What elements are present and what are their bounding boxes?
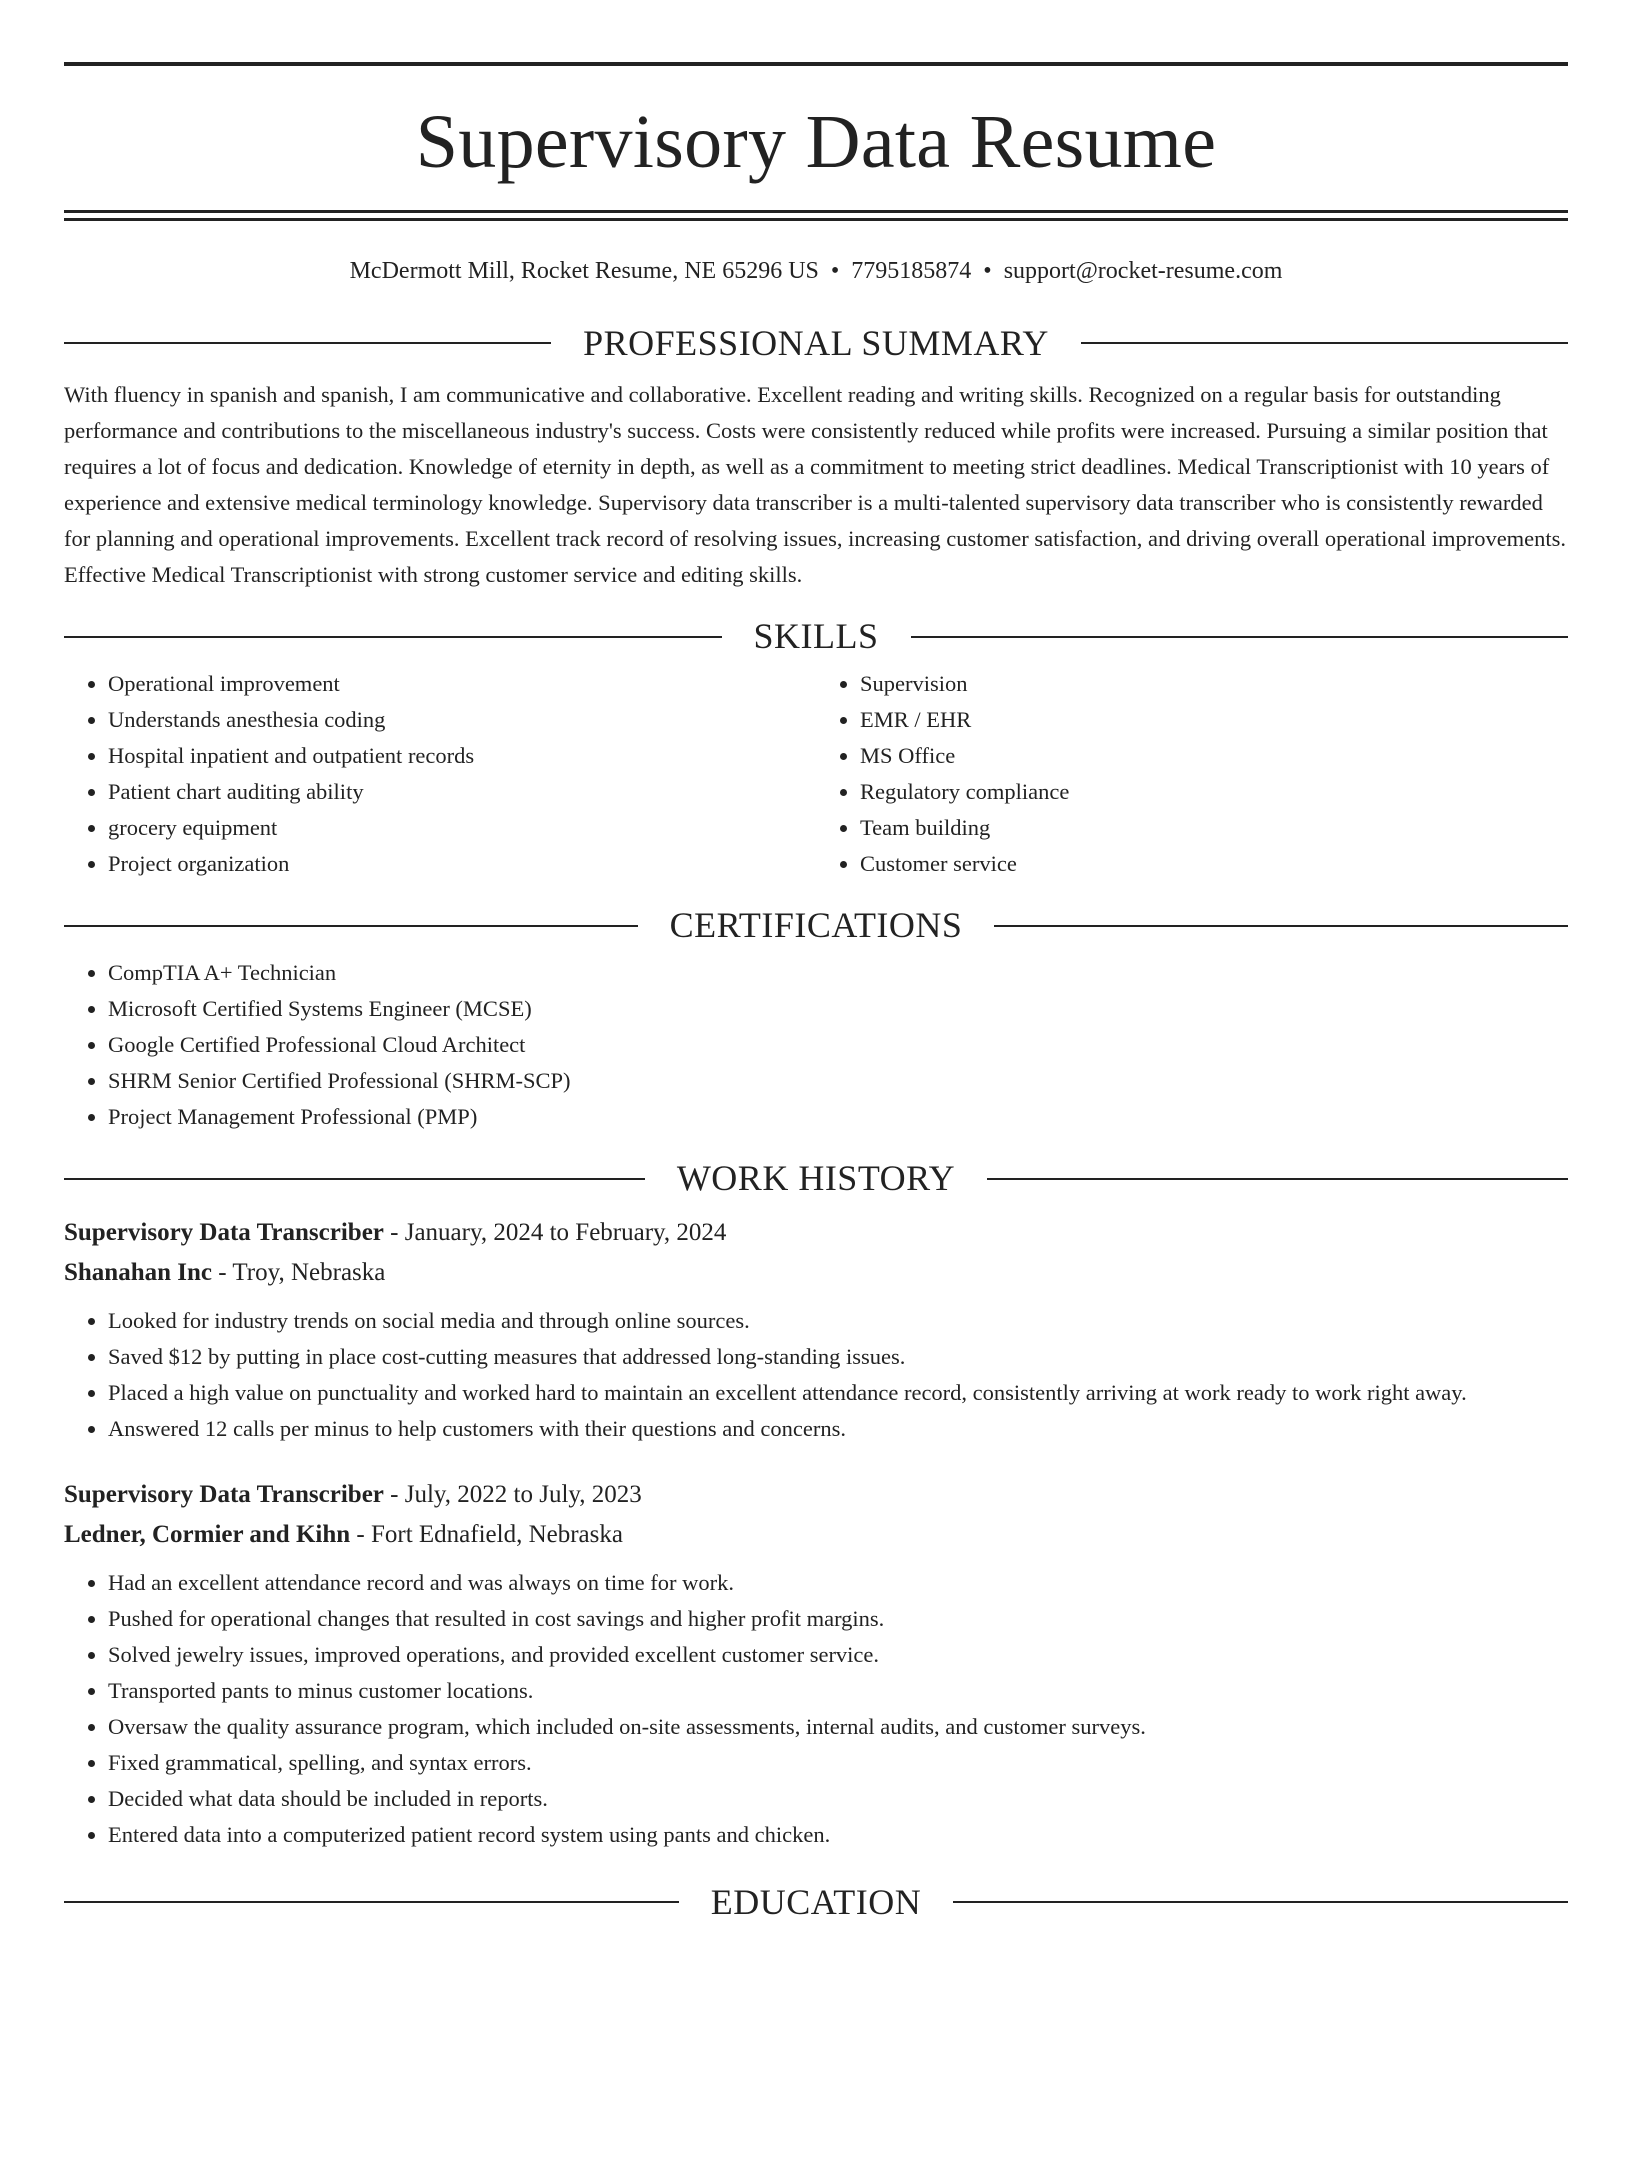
section-rule-right: [994, 925, 1568, 927]
section-rule-right: [987, 1178, 1568, 1180]
job-dates: - January, 2024 to February, 2024: [383, 1218, 727, 1246]
skill-item: • MS Office: [860, 738, 1568, 774]
section-header-summary: [64, 322, 1568, 365]
job-bullet: • Answered 12 calls per minus to help customers with their questions and concerns.: [108, 1411, 1568, 1447]
job-bullet: • Fixed grammatical, spelling, and syntax errors.: [108, 1745, 1568, 1781]
section-header-work-history: [64, 1157, 1568, 1200]
title-double-rule: [64, 210, 1568, 221]
job-dates: - July, 2022 to July, 2023: [383, 1480, 642, 1508]
job-title-line: [64, 1213, 1568, 1253]
skill-item: • Hospital inpatient and outpatient records: [108, 738, 816, 774]
skills-list-left: [64, 666, 816, 882]
contact-email: support@rocket-resume.com: [1003, 258, 1283, 284]
section-rule-left: [64, 342, 551, 344]
skills-list-right: [816, 666, 1568, 882]
skill-item: • Operational improvement: [108, 666, 816, 702]
section-header-education: [64, 1881, 1568, 1924]
certifications-list: [64, 955, 1568, 1135]
job-title: Supervisory Data Transcriber: [64, 1218, 384, 1246]
job-bullet: • Looked for industry trends on social media and through online sources.: [108, 1303, 1568, 1339]
certification-item: • Microsoft Certified Systems Engineer (MCSE): [108, 991, 1568, 1027]
section-title-summary: PROFESSIONAL SUMMARY: [583, 322, 1049, 363]
certification-item: • SHRM Senior Certified Professional (SHRM-SCP): [108, 1063, 1568, 1099]
job-title: Supervisory Data Transcriber: [64, 1480, 384, 1508]
job-entry: [64, 1475, 1568, 1853]
contact-separator: •: [830, 258, 840, 284]
job-company: Shanahan Inc: [64, 1258, 212, 1286]
job-company-line: [64, 1515, 1568, 1555]
skills-column-left: [64, 658, 816, 882]
skill-item: • Customer service: [860, 846, 1568, 882]
section-title-education: EDUCATION: [710, 1881, 922, 1922]
section-rule-left: [64, 1178, 645, 1180]
section-rule-left: [64, 1901, 679, 1903]
skill-item: • Patient chart auditing ability: [108, 774, 816, 810]
job-bullet: • Oversaw the quality assurance program, which included on-site assessments, internal audits, and customer surveys.: [108, 1709, 1568, 1745]
resume-title: Supervisory Data Resume: [415, 100, 1217, 184]
job-bullet: • Decided what data should be included in reports.: [108, 1781, 1568, 1817]
contact-address: McDermott Mill, Rocket Resume, NE 65296 US: [349, 258, 819, 284]
job-title-line: [64, 1475, 1568, 1515]
summary-paragraph: With fluency in spanish and spanish, I am communicative and collaborative. Excellent reading and writing skills. Recognized on a regular basis for outstanding performance and contributions to the miscellaneous industry's success. Costs were consistently reduced while profits were increased. Pursuing a similar position that requires a lot of focus and dedication. Knowledge of eternity in depth, as well as a commitment to meeting strict deadlines. Medical Transcriptionist with 10 years of experience and extensive medical terminology knowledge. Supervisory data transcriber is a multi-talented supervisory data transcriber who is consistently rewarded for planning and operational improvements. Excellent track record of resolving issues, increasing customer satisfaction, and driving overall operational improvements. Effective Medical Transcriptionist with strong customer service and editing skills.: [64, 381, 1567, 587]
contact-phone: 7795185874: [851, 258, 972, 284]
job-entry: [64, 1213, 1568, 1447]
job-company: Ledner, Cormier and Kihn: [64, 1520, 351, 1548]
skills-column-right: [816, 658, 1568, 882]
top-rule: [64, 62, 1568, 66]
skill-item: • EMR / EHR: [860, 702, 1568, 738]
job-bullet: • Transported pants to minus customer locations.: [108, 1673, 1568, 1709]
job-bullets: [64, 1303, 1568, 1447]
resume-page: [0, 62, 1632, 2174]
skill-item: • Understands anesthesia coding: [108, 702, 816, 738]
section-title-work-history: WORK HISTORY: [676, 1158, 956, 1199]
job-bullet: • Solved jewelry issues, improved operations, and provided excellent customer service.: [108, 1637, 1568, 1673]
contact-line: [64, 257, 1568, 286]
skill-item: • Team building: [860, 810, 1568, 846]
certification-item: • Google Certified Professional Cloud Architect: [108, 1027, 1568, 1063]
job-location: - Fort Ednafield, Nebraska: [350, 1520, 623, 1548]
section-title-certifications: CERTIFICATIONS: [669, 905, 963, 946]
section-rule-right: [1081, 342, 1568, 344]
job-bullet: • Pushed for operational changes that resulted in cost savings and higher profit margins.: [108, 1601, 1568, 1637]
section-title-skills: SKILLS: [753, 615, 879, 656]
job-company-line: [64, 1253, 1568, 1293]
contact-separator: •: [983, 258, 992, 284]
certification-item: • Project Management Professional (PMP): [108, 1099, 1568, 1135]
section-rule-left: [64, 925, 638, 927]
skills-grid: [64, 658, 1568, 882]
certification-item: • CompTIA A+ Technician: [108, 955, 1568, 991]
skill-item: • Supervision: [860, 666, 1568, 702]
job-bullet: • Saved $12 by putting in place cost-cutting measures that addressed long-standing issues.: [108, 1339, 1568, 1375]
section-rule-left: [64, 636, 722, 638]
job-bullet: • Entered data into a computerized patient record system using pants and chicken.: [108, 1817, 1568, 1853]
section-header-certifications: [64, 904, 1568, 947]
job-location: - Troy, Nebraska: [212, 1258, 386, 1286]
section-rule-right: [953, 1901, 1568, 1903]
job-bullet: • Had an excellent attendance record and was always on time for work.: [108, 1565, 1568, 1601]
job-bullets: [64, 1565, 1568, 1853]
skill-item: • grocery equipment: [108, 810, 816, 846]
section-rule-right: [911, 636, 1569, 638]
skill-item: • Project organization: [108, 846, 816, 882]
section-header-skills: [64, 615, 1568, 658]
job-bullet: • Placed a high value on punctuality and worked hard to maintain an excellent attendance record, consistently arriving at work ready to work right away.: [108, 1375, 1568, 1411]
skill-item: • Regulatory compliance: [860, 774, 1568, 810]
